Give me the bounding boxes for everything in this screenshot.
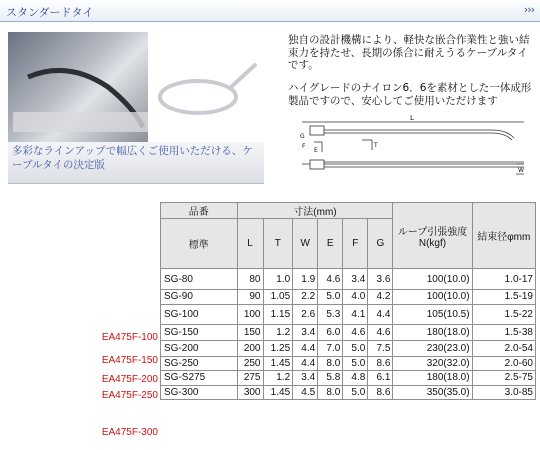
cell-l: 150 xyxy=(237,324,263,340)
ea-part-number: EA475F-300 xyxy=(101,427,158,438)
spec-table xyxy=(160,202,536,400)
cell-load: 230(23.0) xyxy=(393,340,472,356)
cell-f: 4.1 xyxy=(343,304,368,324)
cell-f: 5.0 xyxy=(343,385,368,400)
cell-w: 4.4 xyxy=(293,340,318,356)
product-photo xyxy=(8,32,264,142)
page-title: スタンダードタイ xyxy=(6,6,94,19)
table-row xyxy=(161,269,536,290)
cell-w: 4.5 xyxy=(293,385,318,400)
cell-w: 3.4 xyxy=(293,324,318,340)
cell-t: 1.2 xyxy=(263,324,293,340)
cell-t: 1.2 xyxy=(263,371,293,386)
diagram-label-e: E xyxy=(314,147,318,154)
cell-f: 3.4 xyxy=(343,269,368,290)
cell-l: 275 xyxy=(237,371,263,386)
cell-std: SG-80 xyxy=(161,269,238,290)
cell-g: 8.6 xyxy=(368,385,393,400)
cell-l: 90 xyxy=(237,290,263,305)
dimension-diagram xyxy=(292,112,528,184)
diagram-label-w: W xyxy=(518,167,524,174)
cell-load: 320(32.0) xyxy=(393,356,472,371)
header-dim-t: T xyxy=(263,219,293,269)
ea-part-number: EA475F-250 xyxy=(101,390,158,401)
title-bar xyxy=(0,0,540,22)
cell-f: 5.0 xyxy=(343,356,368,371)
cell-g: 8.6 xyxy=(368,356,393,371)
header-dim-l: L xyxy=(237,219,263,269)
table-row xyxy=(161,356,536,371)
ea-part-number: EA475F-150 xyxy=(101,355,158,366)
diagram-label-f: F xyxy=(302,143,306,150)
cell-dia: 2.0-60 xyxy=(472,356,535,371)
cell-g: 6.1 xyxy=(368,371,393,386)
ea-part-number: EA475F-200 xyxy=(101,374,158,385)
header-dim-e: E xyxy=(318,219,343,269)
cell-g: 4.2 xyxy=(368,290,393,305)
cell-f: 4.0 xyxy=(343,290,368,305)
cell-l: 200 xyxy=(237,340,263,356)
cell-e: 6.0 xyxy=(318,324,343,340)
cell-t: 1.25 xyxy=(263,340,293,356)
cell-dia: 1.5-22 xyxy=(472,304,535,324)
cell-std: SG-100 xyxy=(161,304,238,324)
cell-dia: 3.0-85 xyxy=(472,385,535,400)
header-dim-w: W xyxy=(293,219,318,269)
cell-w: 4.4 xyxy=(293,356,318,371)
more-arrow-icon[interactable]: ››› xyxy=(523,3,534,16)
cell-g: 7.5 xyxy=(368,340,393,356)
cell-f: 4.6 xyxy=(343,324,368,340)
description-paragraph-1: 独自の設計機構により、軽快な嵌合作業性と強い結束力を持たせ、長期の係合に耐えうるケーブルタイです。 xyxy=(288,34,530,71)
cell-f: 5.0 xyxy=(343,340,368,356)
header-dim-g: G xyxy=(368,219,393,269)
ea-part-number: EA475F-100 xyxy=(101,332,158,343)
cell-g: 3.6 xyxy=(368,269,393,290)
cell-w: 3.4 xyxy=(293,371,318,386)
cell-load: 180(18.0) xyxy=(393,324,472,340)
cell-t: 1.05 xyxy=(263,290,293,305)
cell-load: 105(10.5) xyxy=(393,304,472,324)
diagram-label-l: L xyxy=(410,114,414,122)
cell-dia: 1.0-17 xyxy=(472,269,535,290)
cell-dia: 2.5-75 xyxy=(472,371,535,386)
cell-e: 8.0 xyxy=(318,356,343,371)
table-row xyxy=(161,385,536,400)
header-loop-strength: ループ引張強度N(kgf) xyxy=(393,203,472,269)
cell-t: 1.45 xyxy=(263,356,293,371)
cell-load: 350(35.0) xyxy=(393,385,472,400)
cell-g: 4.4 xyxy=(368,304,393,324)
cell-e: 5.3 xyxy=(318,304,343,324)
cell-l: 80 xyxy=(237,269,263,290)
diagram-label-g: G xyxy=(300,133,305,140)
diagram-label-t: T xyxy=(374,142,378,149)
cell-l: 250 xyxy=(237,356,263,371)
header-sunpo: 寸法(mm) xyxy=(237,203,393,219)
cell-f: 4.8 xyxy=(343,371,368,386)
cell-std: SG-150 xyxy=(161,324,238,340)
cell-w: 2.6 xyxy=(293,304,318,324)
table-row xyxy=(161,371,536,386)
description-paragraph-2: ハイグレードのナイロン6．6を素材とした一体成形製品ですので、安心してご使用いただけます xyxy=(288,82,532,107)
cell-e: 5.0 xyxy=(318,290,343,305)
cell-e: 5.8 xyxy=(318,371,343,386)
header-hinban: 品番 xyxy=(161,203,238,219)
cell-g: 4.6 xyxy=(368,324,393,340)
cell-t: 1.45 xyxy=(263,385,293,400)
header-bundle-diameter: 結束径φmm xyxy=(472,203,535,269)
table-row xyxy=(161,290,536,305)
cell-load: 100(10.0) xyxy=(393,269,472,290)
table-row xyxy=(161,340,536,356)
table-row xyxy=(161,304,536,324)
cell-w: 1.9 xyxy=(293,269,318,290)
cell-load: 100(10.0) xyxy=(393,290,472,305)
cell-std: SG-90 xyxy=(161,290,238,305)
cell-std: SG-250 xyxy=(161,356,238,371)
cell-l: 100 xyxy=(237,304,263,324)
cell-std: SG-300 xyxy=(161,385,238,400)
cable-tie-illustration xyxy=(8,32,264,142)
cell-e: 4.6 xyxy=(318,269,343,290)
cell-dia: 2.0-54 xyxy=(472,340,535,356)
cell-std: SG-S275 xyxy=(161,371,238,386)
table-row xyxy=(161,324,536,340)
cell-load: 180(18.0) xyxy=(393,371,472,386)
product-caption: 多彩なラインアップで幅広くご使用いただける、ケーブルタイの決定版 xyxy=(8,142,264,184)
cell-l: 300 xyxy=(237,385,263,400)
cell-t: 1.0 xyxy=(263,269,293,290)
cell-e: 7.0 xyxy=(318,340,343,356)
cell-dia: 1.5-19 xyxy=(472,290,535,305)
cell-w: 2.2 xyxy=(293,290,318,305)
cell-std: SG-200 xyxy=(161,340,238,356)
header-dim-f: F xyxy=(343,219,368,269)
cell-e: 8.0 xyxy=(318,385,343,400)
cell-t: 1.15 xyxy=(263,304,293,324)
cell-dia: 1.5-38 xyxy=(472,324,535,340)
header-standard: 標準 xyxy=(161,219,238,269)
